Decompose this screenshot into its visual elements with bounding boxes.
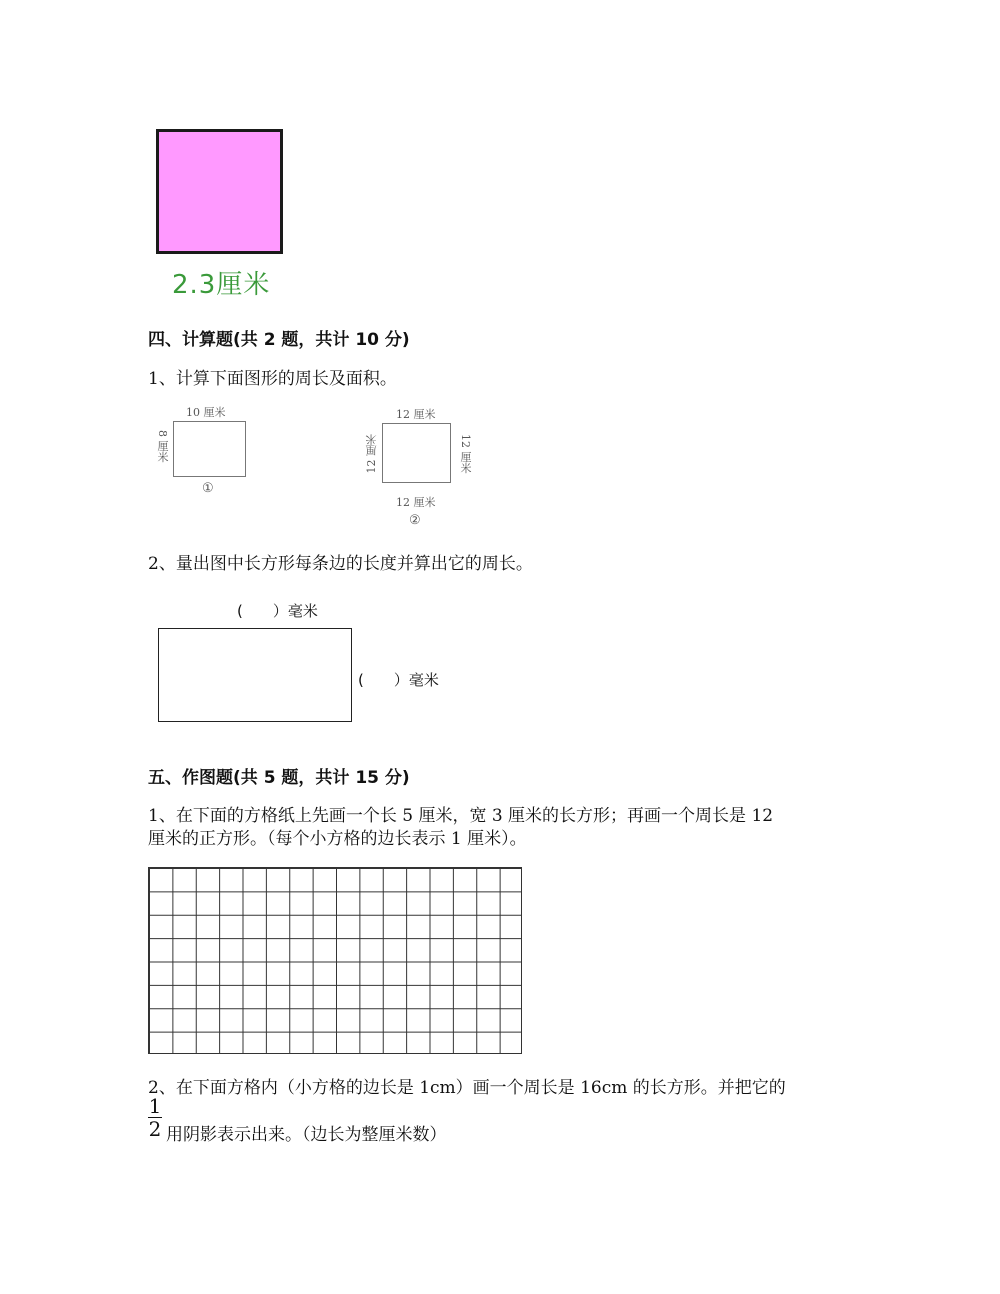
fig2-right-label: 12 厘米 [459, 434, 472, 474]
section5-q1-line1: 1、在下面的方格纸上先画一个长 5 厘米，宽 3 厘米的长方形；再画一个周长是 12 [148, 806, 774, 826]
fig2-bottom-label: 12 厘米 [396, 496, 436, 509]
fig2-marker: ② [409, 513, 421, 528]
pink-square-figure [156, 129, 283, 254]
fraction-numerator: 1 [148, 1094, 162, 1118]
fraction-denominator: 2 [148, 1117, 162, 1141]
fig1-marker: ① [202, 481, 214, 496]
fig2-left-label: 12 厘米 [365, 434, 378, 474]
right-length-blank: ( ）毫米 [358, 671, 439, 689]
section4-title: 四、计算题(共 2 题，共计 10 分) [148, 330, 410, 350]
fig2-top-label: 12 厘米 [396, 408, 436, 421]
section4-q2-text: 2、量出图中长方形每条边的长度并算出它的周长。 [148, 554, 533, 574]
section5-q2-line1: 2、在下面方格内（小方格的边长是 1cm）画一个周长是 16cm 的长方形。并把它的 [148, 1078, 786, 1098]
section5-title: 五、作图题(共 5 题，共计 15 分) [148, 768, 410, 788]
fig1-rectangle [173, 421, 246, 477]
fig1-left-label: 8 厘米 [156, 430, 169, 463]
section5-q1-line2: 厘米的正方形。（每个小方格的边长表示 1 厘米）。 [148, 829, 527, 849]
fraction-one-half [148, 1096, 162, 1139]
grid-paper [148, 867, 522, 1054]
section4-q1-text: 1、计算下面图形的周长及面积。 [148, 369, 397, 389]
top-length-blank: ( ）毫米 [237, 602, 318, 620]
measure-rectangle [158, 628, 352, 722]
section5-q2-line2: 用阴影表示出来。（边长为整厘米数） [166, 1125, 447, 1145]
fig1-top-label: 10 厘米 [186, 406, 226, 419]
fig2-square [382, 423, 451, 483]
square-side-label: 2.3厘米 [172, 270, 271, 300]
